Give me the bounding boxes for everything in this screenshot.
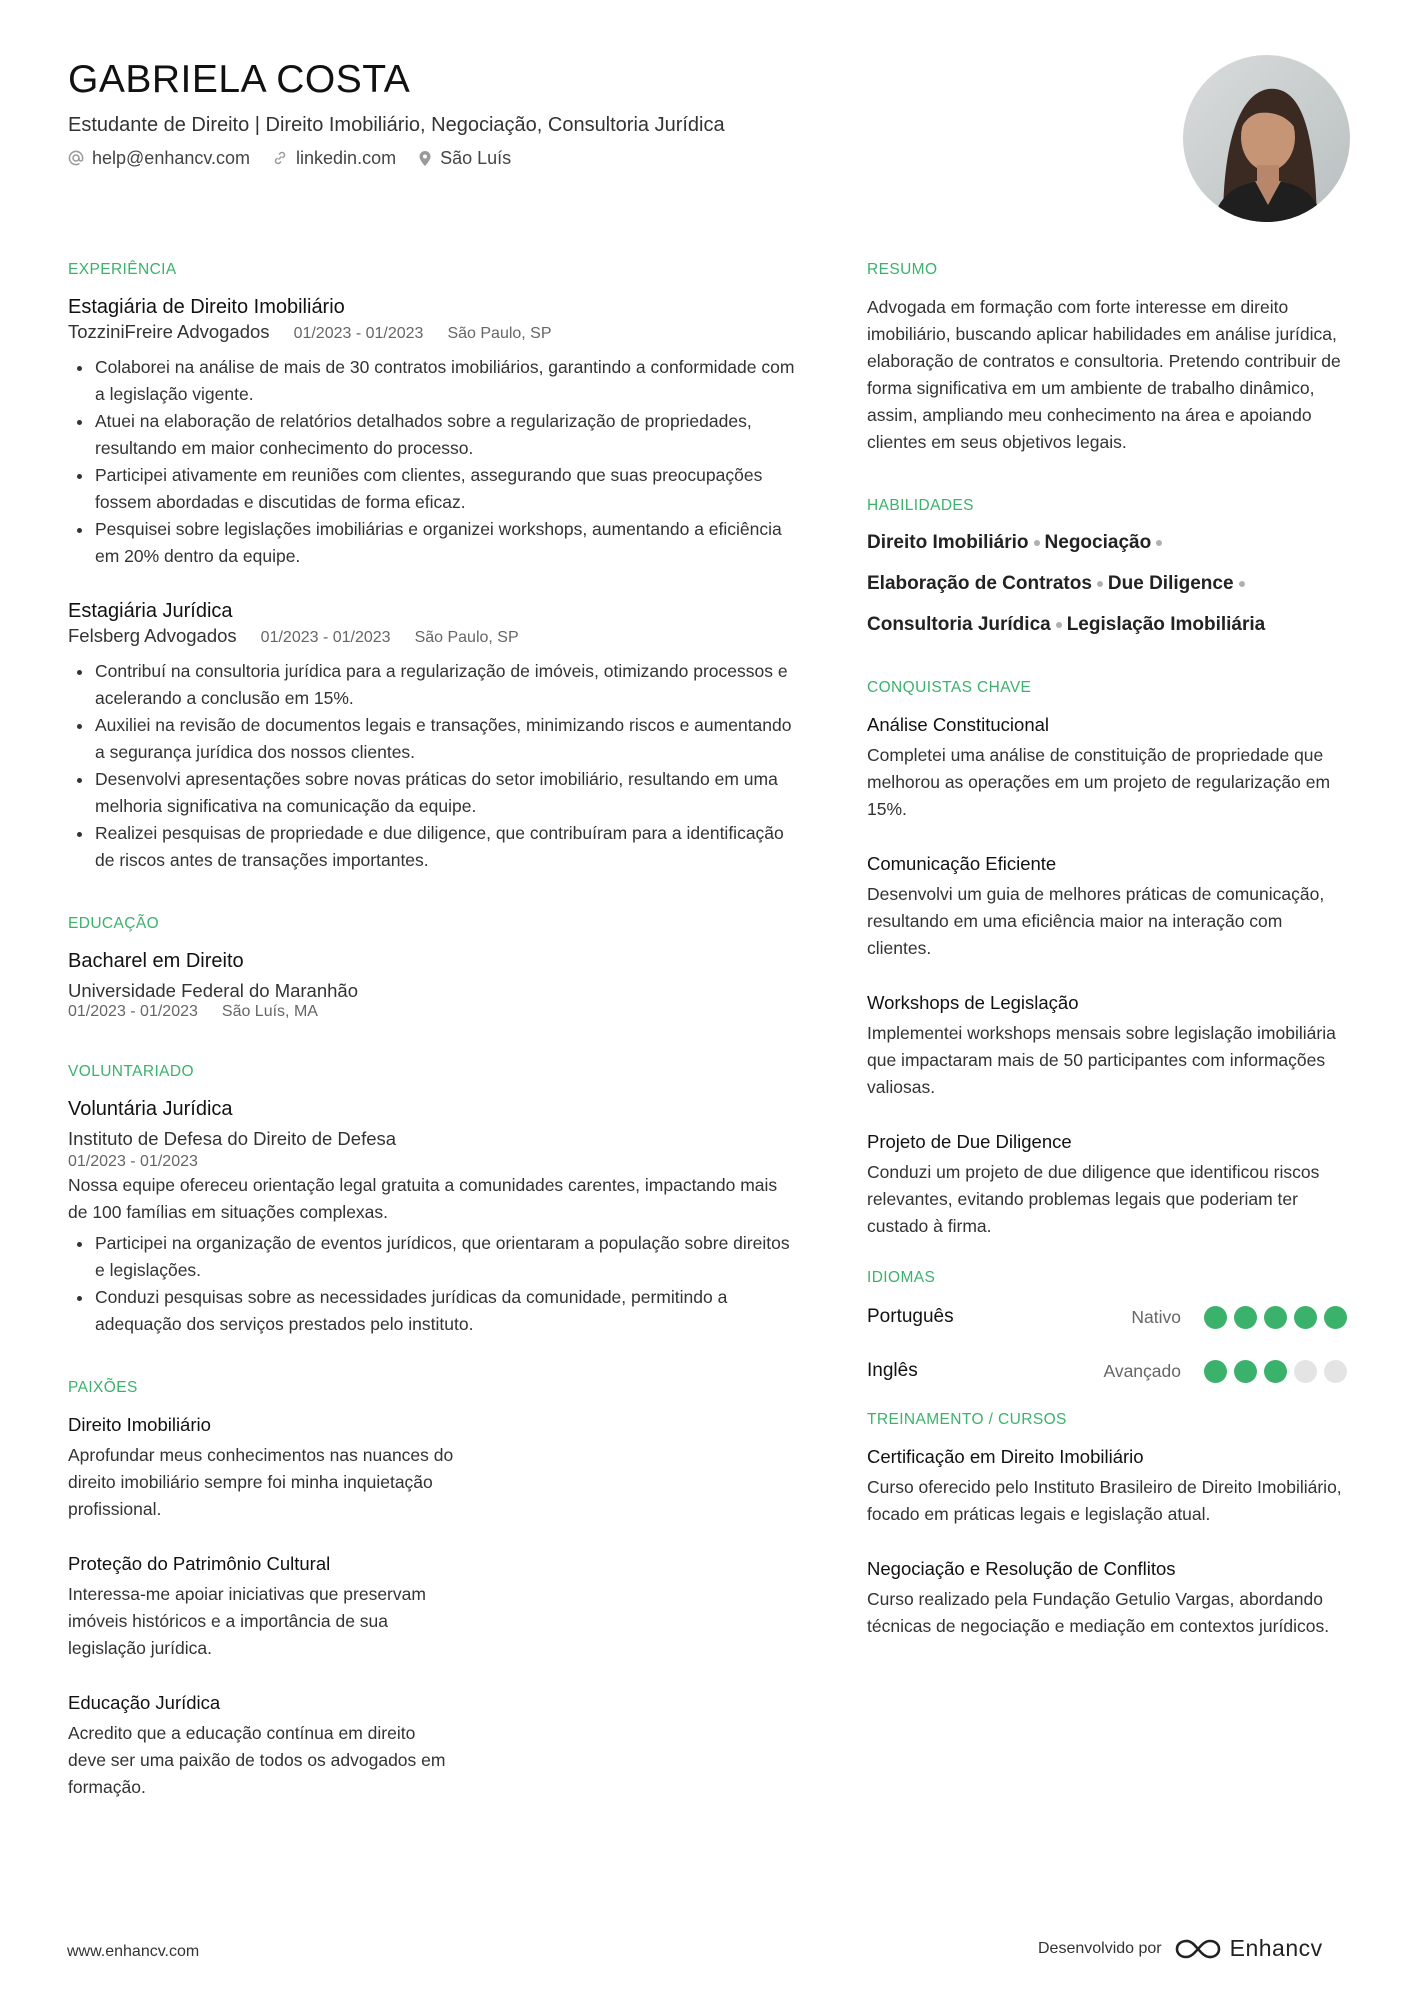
languages-heading: IDIOMAS (867, 1269, 936, 1286)
skill-row (867, 612, 1347, 638)
language-row (867, 1356, 1347, 1386)
at-icon (68, 150, 84, 166)
skill-item: Elaboração de Contratos (867, 573, 1092, 594)
volunteer-bullets (68, 1230, 798, 1338)
passions-heading: PAIXÕES (68, 1379, 138, 1396)
job-dates: 01/2023 - 01/2023 (293, 325, 424, 342)
volunteer-description: Nossa equipe ofereceu orientação legal gratuita a comunidades carentes, impactando mais de 100 famílias em situações complexas. (68, 1175, 778, 1222)
bullet-item: Atuei na elaboração de relatórios detalhados sobre a regularização de propriedades, resultando em maior conhecimento do processo. (68, 408, 798, 462)
language-rating (1197, 1360, 1347, 1383)
passion-title: Direito Imobiliário (68, 1414, 211, 1435)
footer-website[interactable]: www.enhancv.com (67, 1943, 200, 1960)
contact-email[interactable] (68, 146, 250, 170)
bullet-item: Auxiliei na revisão de documentos legais e transações, minimizando riscos e aumentando a segurança jurídica dos nossos clientes. (68, 712, 798, 766)
experience-entry (68, 598, 798, 874)
education-dates: 01/2023 - 01/2023 (68, 1003, 198, 1020)
rating-dot-filled (1294, 1306, 1317, 1329)
summary-section (867, 260, 1347, 456)
language-rating (1197, 1306, 1347, 1329)
separator-dot (1034, 540, 1040, 546)
contact-location-text: São Luís (440, 148, 512, 168)
achievement-text: Implementei workshops mensais sobre legislação imobiliária que impactaram mais de 50 participantes com informações valiosas. (867, 1023, 1336, 1097)
education-heading: EDUCAÇÃO (68, 915, 160, 932)
profile-photo (1183, 55, 1350, 222)
training-title: Certificação em Direito Imobiliário (867, 1446, 1144, 1467)
contact-email-text: help@enhancv.com (92, 148, 251, 168)
rating-dot-filled (1234, 1360, 1257, 1383)
achievement-item (867, 990, 1347, 1101)
volunteer-role: Voluntária Jurídica (68, 1098, 233, 1120)
achievements-section (867, 678, 1347, 1240)
achievement-title: Comunicação Eficiente (867, 853, 1057, 874)
powered-by-label: Desenvolvido por (1038, 1939, 1162, 1957)
summary-text: Advogada em formação com forte interesse em direito imobiliário, buscando aplicar habilidades em análise jurídica, elaboração de contratos e consultoria. Pretendo contribuir de forma significativa em um ambiente de trabalho dinâmico, assim, ampliando meu conhecimento na área e apoiando clientes em seus objetivos legais. (867, 297, 1341, 452)
bullet-item: Participei ativamente em reuniões com clientes, assegurando que suas preocupações fossem abordadas e discutidas de forma eficaz. (68, 462, 798, 516)
job-bullets (68, 354, 798, 570)
bullet-item: Contribuí na consultoria jurídica para a regularização de imóveis, otimizando processos e acelerando a conclusão em 15%. (68, 658, 798, 712)
job-meta (68, 624, 798, 650)
volunteer-meta (68, 1152, 798, 1172)
language-row (867, 1302, 1347, 1332)
training-heading: TREINAMENTO / CURSOS (867, 1411, 1067, 1428)
skill-item: Direito Imobiliário (867, 532, 1029, 553)
skills-heading: HABILIDADES (867, 497, 974, 514)
language-level: Nativo (1131, 1306, 1181, 1327)
training-text: Curso oferecido pelo Instituto Brasileiro de Direito Imobiliário, focado em práticas legais e legislação atual. (867, 1477, 1342, 1524)
enhancv-logo-icon (1174, 1937, 1222, 1961)
achievement-title: Análise Constitucional (867, 714, 1050, 735)
footer-branding[interactable] (1038, 1935, 1323, 1962)
job-title: Estagiária Jurídica (68, 600, 233, 622)
rating-dot-filled (1264, 1306, 1287, 1329)
bullet-item: Realizei pesquisas de propriedade e due diligence, que contribuíram para a identificação de riscos antes de transações importantes. (68, 820, 798, 874)
rating-dot-filled (1234, 1306, 1257, 1329)
language-level: Avançado (1103, 1360, 1181, 1381)
passion-text: Interessa-me apoiar iniciativas que preservam imóveis históricos e a importância de sua legislação jurídica. (68, 1584, 426, 1658)
bullet-item: Colaborei na análise de mais de 30 contratos imobiliários, garantindo a conformidade com a legislação vigente. (68, 354, 798, 408)
language-name: Português (867, 1306, 954, 1327)
bullet-item: Pesquisei sobre legislações imobiliárias e organizei workshops, aumentando a eficiência em 20% dentro da equipe. (68, 516, 798, 570)
bullet-item: Desenvolvi apresentações sobre novas práticas do setor imobiliário, resultando em uma melhoria significativa na comunicação da equipe. (68, 766, 798, 820)
job-location: São Paulo, SP (414, 629, 519, 646)
separator-dot (1097, 581, 1103, 587)
skill-item: Negociação (1044, 532, 1152, 553)
passions-grid (68, 1412, 798, 1829)
passion-item (68, 1551, 456, 1662)
experience-entry (68, 294, 798, 570)
bullet-item: Participei na organização de eventos jurídicos, que orientaram a população sobre direitos e legislações. (68, 1230, 798, 1284)
volunteer-org: Instituto de Defesa do Direito de Defesa (68, 1128, 397, 1149)
job-title: Estagiária de Direito Imobiliário (68, 296, 345, 318)
right-column (867, 260, 1347, 1680)
bullet-item: Conduzi pesquisas sobre as necessidades jurídicas da comunidade, permitindo a adequação dos serviços prestados pelo instituto. (68, 1284, 798, 1338)
contact-link-text: linkedin.com (296, 148, 397, 168)
experience-heading: EXPERIÊNCIA (68, 261, 177, 278)
training-section (867, 1410, 1347, 1640)
training-item (867, 1444, 1347, 1528)
experience-section (68, 260, 798, 874)
achievement-item (867, 712, 1347, 823)
education-location: São Luís, MA (221, 1003, 318, 1020)
skill-item: Consultoria Jurídica (867, 614, 1051, 635)
achievement-text: Completei uma análise de constituição de propriedade que melhorou as operações em um projeto de regularização em 15%. (867, 745, 1331, 819)
rating-dot-filled (1204, 1360, 1227, 1383)
contact-link[interactable] (272, 146, 396, 170)
degree-title: Bacharel em Direito (68, 950, 244, 972)
skills-section (867, 496, 1347, 638)
location-pin-icon (418, 150, 432, 167)
skill-item: Due Diligence (1107, 573, 1234, 594)
summary-heading: RESUMO (867, 261, 938, 278)
training-text: Curso realizado pela Fundação Getulio Vargas, abordando técnicas de negociação e mediação em contextos jurídicos. (867, 1589, 1330, 1636)
job-bullets (68, 658, 798, 874)
volunteer-section (68, 1062, 798, 1338)
skills-list (867, 530, 1347, 638)
achievement-text: Conduzi um projeto de due diligence que identificou riscos relevantes, evitando problemas legais que poderiam ter custado à firma. (867, 1162, 1320, 1236)
training-title: Negociação e Resolução de Conflitos (867, 1558, 1176, 1579)
brand-name: Enhancv (1229, 1935, 1323, 1961)
candidate-title: Estudante de Direito | Direito Imobiliário, Negociação, Consultoria Jurídica (68, 114, 725, 136)
candidate-name: GABRIELA COSTA (68, 58, 411, 101)
volunteer-heading: VOLUNTARIADO (68, 1063, 194, 1080)
separator-dot (1239, 581, 1245, 587)
skill-row (867, 530, 1347, 556)
separator-dot (1056, 622, 1062, 628)
link-icon (272, 150, 288, 166)
rating-dot-empty (1324, 1360, 1347, 1383)
rating-dot-filled (1204, 1306, 1227, 1329)
education-meta (68, 1002, 798, 1022)
passion-text: Acredito que a educação contínua em direito deve ser uma paixão de todos os advogados em formação. (68, 1723, 446, 1797)
achievements-heading: CONQUISTAS CHAVE (867, 679, 1032, 696)
languages-section (867, 1268, 1347, 1386)
job-location: São Paulo, SP (447, 325, 552, 342)
passion-title: Educação Jurídica (68, 1692, 221, 1713)
passions-section (68, 1378, 798, 1829)
achievement-item (867, 851, 1347, 962)
school-name: Universidade Federal do Maranhão (68, 980, 359, 1001)
contact-row (68, 146, 1148, 170)
language-name: Inglês (867, 1360, 918, 1381)
achievement-item (867, 1129, 1347, 1240)
rating-dot-filled (1324, 1306, 1347, 1329)
passion-text: Aprofundar meus conhecimentos nas nuances do direito imobiliário sempre foi minha inquietação profissional. (68, 1445, 454, 1519)
contact-location (418, 146, 511, 170)
achievement-title: Workshops de Legislação (867, 992, 1079, 1013)
resume-header (68, 58, 1148, 170)
company-name: TozziniFreire Advogados (68, 321, 270, 342)
left-column (68, 260, 798, 1869)
rating-dot-empty (1294, 1360, 1317, 1383)
passion-title: Proteção do Patrimônio Cultural (68, 1553, 331, 1574)
passion-item (68, 1690, 456, 1801)
company-name: Felsberg Advogados (68, 625, 237, 646)
job-meta (68, 320, 798, 346)
achievement-title: Projeto de Due Diligence (867, 1131, 1072, 1152)
separator-dot (1156, 540, 1162, 546)
job-dates: 01/2023 - 01/2023 (260, 629, 391, 646)
training-item (867, 1556, 1347, 1640)
rating-dot-filled (1264, 1360, 1287, 1383)
skill-item: Legislação Imobiliária (1066, 614, 1266, 635)
volunteer-dates: 01/2023 - 01/2023 (68, 1153, 198, 1170)
achievement-text: Desenvolvi um guia de melhores práticas de comunicação, resultando em uma eficiência maior na interação com clientes. (867, 884, 1325, 958)
skill-row (867, 571, 1347, 597)
passion-item (68, 1412, 456, 1523)
education-section (68, 914, 798, 1022)
